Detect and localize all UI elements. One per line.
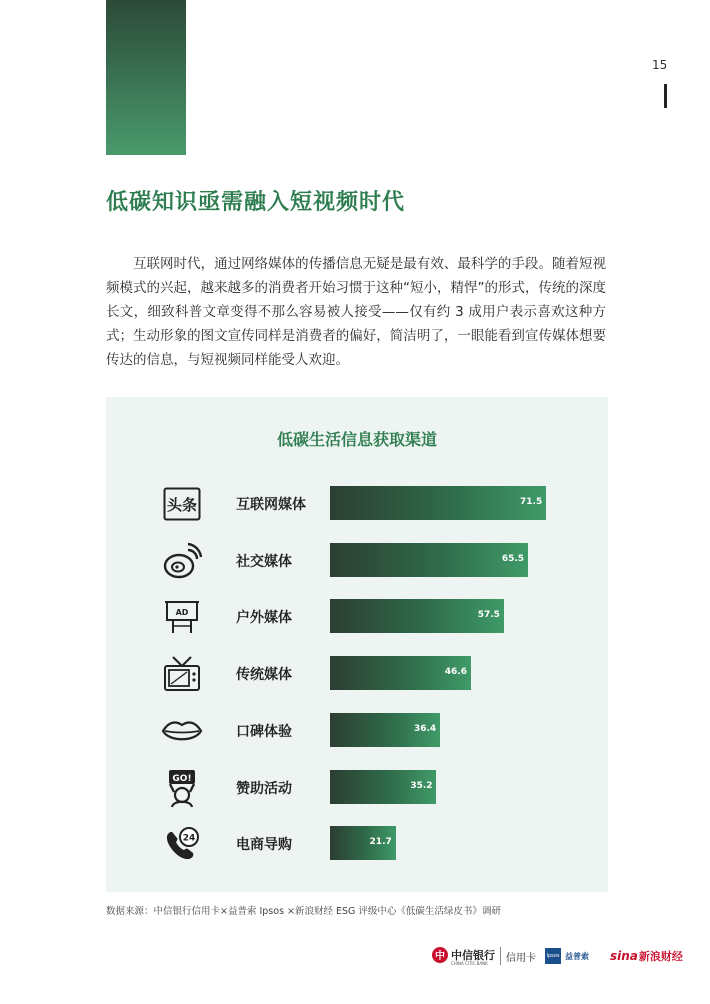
data-label: 57.5 [477,610,500,621]
go-sign-icon [161,768,203,808]
chart-row [106,543,608,579]
bar [330,543,528,577]
chart-row [106,486,608,522]
citic-mark-icon: 中 [432,947,448,963]
data-label: 71.5 [520,497,543,507]
ipsos-name: 益普索 [565,951,589,961]
lips-icon [161,711,203,751]
category-label: 电商导购 [236,837,292,854]
citic-name: 中信银行 [451,948,495,962]
weibo-icon [161,541,203,581]
ipsos-logo [545,945,589,967]
chart-row [106,770,608,806]
chart-panel [106,397,608,892]
category-label: 传统媒体 [236,667,292,684]
tv-icon [161,654,203,694]
section-heading: 低碳知识亟需融入短视频时代 [106,190,406,215]
svg-text:AD: AD [175,608,189,618]
chart-title: 低碳生活信息获取渠道 [276,430,437,449]
svg-text:头条: 头条 [166,496,198,514]
chart-row [106,599,608,635]
citic-logo [432,945,536,967]
sina-finance-name: 新浪财经 [638,950,683,963]
citic-english-name: CHINA CITIC BANK [451,960,488,966]
phone-24-icon [161,824,203,864]
logo-divider [500,947,501,965]
data-source: 数据来源：中信银行信用卡×益普索 Ipsos ×新浪财经 ESG 评级中心《低碳生活绿皮书》调研 [106,906,501,917]
ipsos-box-icon: Ipsos [545,948,561,964]
billboard-icon [161,597,203,637]
data-label: 65.5 [501,553,525,564]
chart-row [106,713,608,749]
section-paragraph: 互联网时代，通过网络媒体的传播信息无疑是最有效、最科学的手段。随着短视频模式的兴起，越来越多的消费者开始习惯于这种“短小，精悍”的形式，传统的深度长文，细致科普文章变得不那么容易被人接受——仅有约 3 成用户表示喜欢这种方式；生动形象的图文宣传同样是消费者的偏好，简洁明了，一眼能看到宣传媒体想要传达的信息，与短视频同样能受人欢迎。 [106,256,606,368]
data-label: 46.6 [444,667,467,678]
page-number-bar [664,84,667,108]
svg-text:24: 24 [182,833,196,844]
data-label: 35.2 [410,780,433,791]
svg-text:GO!: GO! [172,773,192,784]
credit-card-label: 信用卡 [506,952,536,964]
toutiao-icon [161,484,203,524]
bar [330,486,546,520]
decorative-green-block [106,0,186,155]
chart-row [106,656,608,692]
page-number: 15 [652,58,668,72]
category-label: 户外媒体 [236,610,292,627]
sina-wordmark: sina [610,949,638,963]
category-label: 口碑体验 [236,723,292,740]
data-label: 21.7 [369,837,392,848]
chart-row [106,826,608,862]
category-label: 互联网媒体 [236,497,306,513]
category-label: 社交媒体 [236,553,292,570]
sina-finance-logo [610,945,683,967]
data-label: 36.4 [413,723,437,734]
category-label: 赞助活动 [236,780,292,797]
